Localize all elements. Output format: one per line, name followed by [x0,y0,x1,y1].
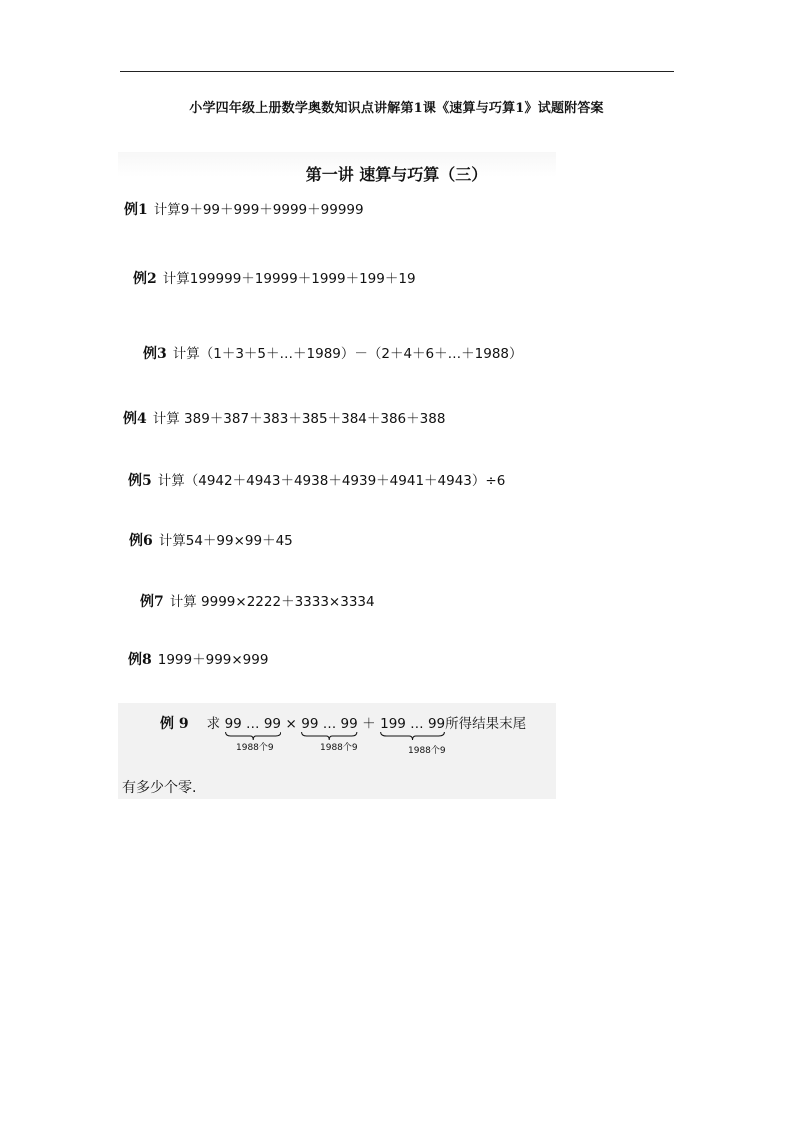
example-9-under-label-3: 1988个9 [408,746,446,756]
underbrace-icon [225,732,281,740]
example-6 [129,532,293,550]
example-1 [124,201,364,219]
example-label: 例7 [140,594,164,610]
example-label: 例5 [128,473,152,489]
example-2 [133,270,416,288]
underbrace-icon [301,732,357,740]
example-7 [140,593,375,611]
lesson-title: 第一讲 速算与巧算（三） [305,165,488,184]
example-9-term-1 [225,715,281,733]
term-text: 199 … 99 [380,716,446,732]
example-9-operator-2: ＋ [362,716,376,732]
example-label: 例3 [143,346,167,362]
term-text: 99 … 99 [224,716,282,732]
example-label: 例 9 [160,716,189,732]
example-text: 计算 389＋387＋383＋385＋384＋386＋388 [152,411,446,427]
underbrace-icon [380,732,445,740]
example-text: 计算9＋99＋999＋9999＋99999 [153,202,364,218]
example-9-term-3 [380,715,445,733]
example-text: 计算199999＋19999＋1999＋199＋19 [162,271,416,287]
example-label: 例6 [129,533,153,549]
example-label: 例2 [133,271,157,287]
document-header: 小学四年级上册数学奥数知识点讲解第1课《速算与巧算1》试题附答案 [189,101,604,116]
example-label: 例1 [124,202,148,218]
example-text: 1999＋999×999 [157,652,269,668]
header-rule [120,71,674,72]
example-9-suffix: 所得结果末尾 [445,716,527,732]
example-9 [160,715,526,735]
example-4 [123,410,445,428]
example-9-operator-1: × [285,716,297,732]
example-9-continuation: 有多少个零. [122,780,197,796]
example-8 [128,651,268,669]
example-3 [143,345,523,363]
example-label: 例4 [123,411,147,427]
example-text: 计算（1＋3＋5＋…＋1989）－（2＋4＋6＋…＋1988） [172,346,523,362]
term-text: 99 … 99 [301,716,358,732]
example-9-under-label-2: 1988个9 [320,743,358,753]
example-9-under-label-1: 1988个9 [236,743,274,753]
example-text: 计算54＋99×99＋45 [158,533,293,549]
example-9-prefix: 求 [206,716,221,732]
example-5 [128,472,505,490]
example-9-term-2 [301,715,357,733]
example-text: 计算 9999×2222＋3333×3334 [169,594,375,610]
example-label: 例8 [128,652,152,668]
example-text: 计算（4942＋4943＋4938＋4939＋4941＋4943）÷6 [157,473,506,489]
